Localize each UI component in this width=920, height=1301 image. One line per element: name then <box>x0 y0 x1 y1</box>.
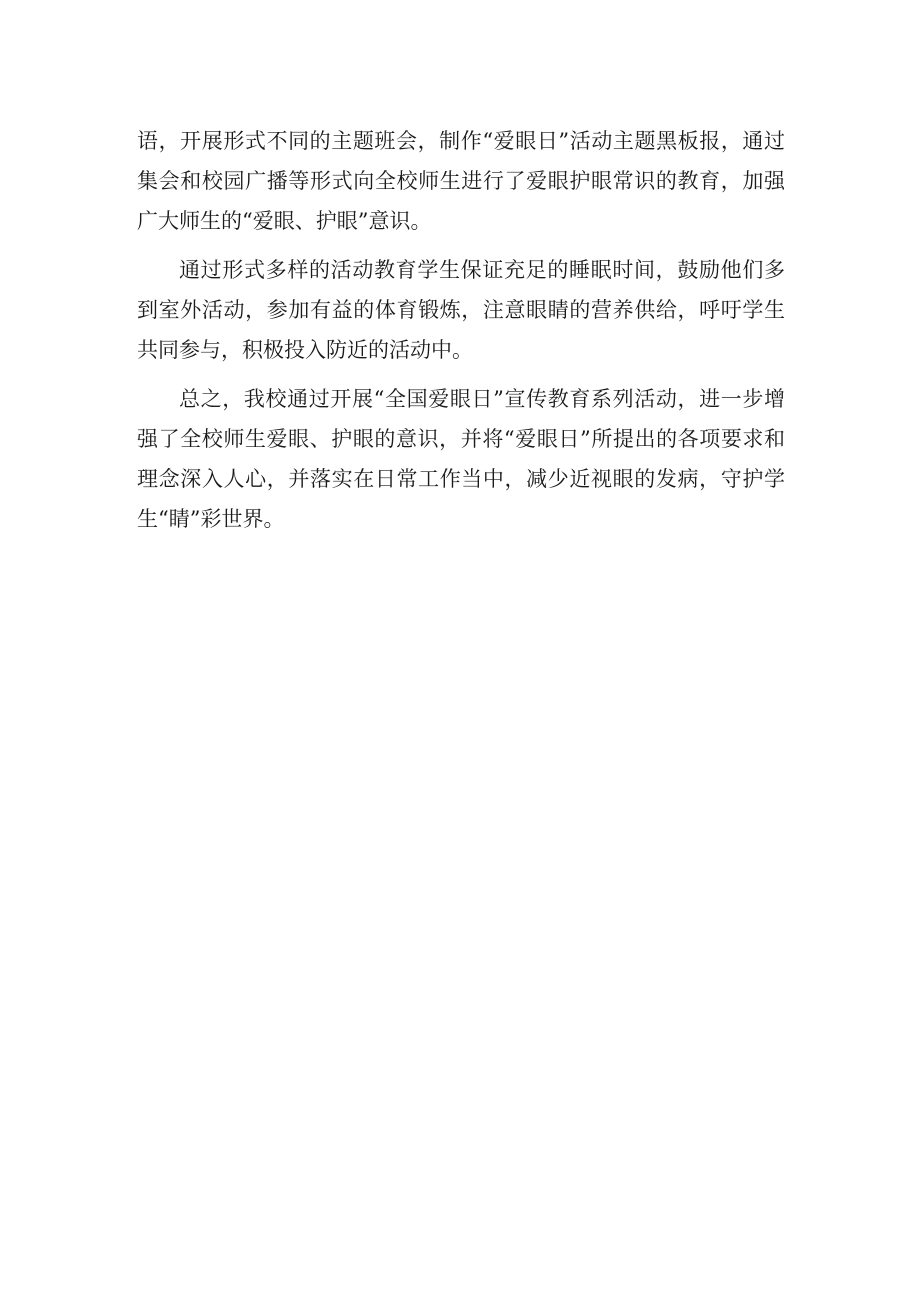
paragraph-conclusion: 总之，我校通过开展“全国爱眼日”宣传教育系列活动，进一步增强了全校师生爱眼、护眼的意识，并将“爱眼日”所提出的各项要求和理念深入人心，并落实在日常工作当中，减少近视眼的发病，守护学生“睛”彩世界。 <box>137 387 785 531</box>
paragraph-continuation: 语，开展形式不同的主题班会，制作“爱眼日”活动主题黑板报，通过集会和校园广播等形式向全校师生进行了爱眼护眼常识的教育，加强广大师生的“爱眼、护眼”意识。 <box>137 129 785 233</box>
document-body <box>137 121 785 548</box>
paragraph-activities: 通过形式多样的活动教育学生保证充足的睡眠时间，鼓励他们多到室外活动，参加有益的体育锻炼，注意眼睛的营养供给，呼吁学生共同参与，积极投入防近的活动中。 <box>137 258 785 362</box>
